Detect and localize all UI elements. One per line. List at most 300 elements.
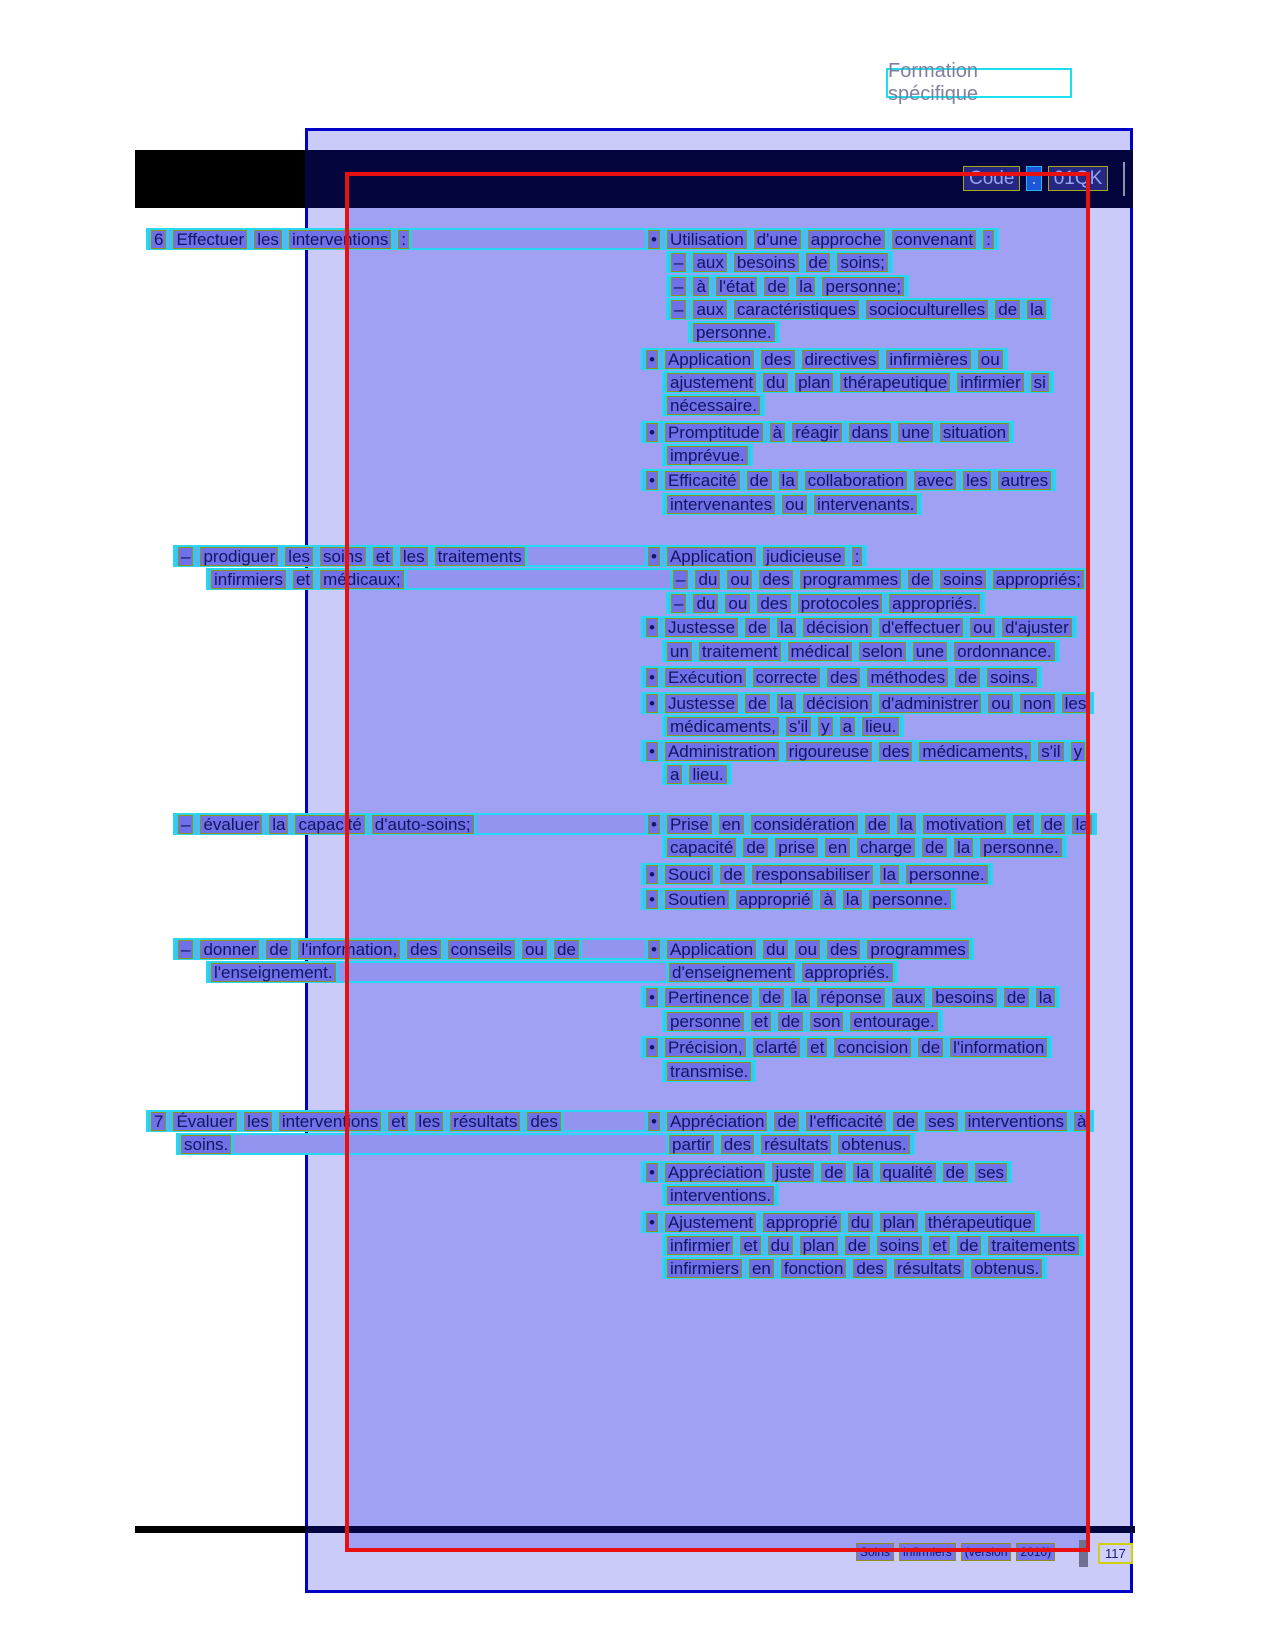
text-row [641,348,1008,370]
ocr-word: d'effectuer [879,618,964,637]
ocr-word: médicaments, [667,717,779,736]
text-row [666,251,893,273]
text-row [641,1161,1012,1183]
formation-specifique-label: Formation spécifique [888,60,979,105]
right-column-cell [673,570,1084,589]
ocr-word: et [373,547,393,566]
ocr-word: Application [665,350,754,369]
ocr-word: d'administrer [879,694,982,713]
right-column-cell [646,694,1089,713]
ocr-word: et [740,1236,760,1255]
ocr-word: capacité [295,815,364,834]
ocr-word: les [400,547,428,566]
ocr-word: rigoureuse [786,742,872,761]
right-column-cell [671,300,1046,319]
bullet-marker: • [648,815,660,834]
ocr-word: conseils [448,940,515,959]
right-column-cell [648,230,994,249]
right-column-cell [671,253,888,272]
ocr-word: partir [669,1135,714,1154]
ocr-word: Application [667,547,756,566]
ocr-word: et [751,1012,771,1031]
text-row [641,469,1056,491]
ocr-word: évaluer [200,815,262,834]
ocr-word: soins [320,547,366,566]
right-column-cell [667,396,760,415]
right-column-cell [646,1038,1047,1057]
ocr-word: les [415,1112,443,1131]
bullet-marker: • [648,547,660,566]
right-column-cell [667,717,899,736]
ocr-word: infirmier [667,1236,733,1255]
ocr-word: la [1027,300,1046,319]
right-column-cell [648,940,969,959]
bullet-marker: • [648,940,660,959]
ocr-word: infirmiers [667,1259,742,1278]
ocr-word: soins [877,1236,923,1255]
ocr-word: du [763,940,788,959]
right-column-cell [667,1236,1079,1255]
ocr-word: des [527,1112,560,1131]
ocr-word: protocoles [798,594,882,613]
footer-text [856,1543,1055,1561]
ocr-word: judicieuse [763,547,845,566]
ocr-word: les [244,1112,272,1131]
ocr-word: de [918,1038,943,1057]
ocr-word: la [777,618,796,637]
ocr-word: l'état [716,277,757,296]
ocr-word: son [810,1012,843,1031]
ocr-word: de [893,1112,918,1131]
text-row [662,836,1067,858]
ocr-word: : [852,547,863,566]
right-column-cell [667,1186,774,1205]
text-row [641,692,1094,714]
ocr-word: donner [200,940,259,959]
right-column-cell [646,350,1003,369]
ocr-word: ses [975,1163,1007,1182]
ocr-word: d'enseignement [669,963,795,982]
code-label: Code [963,166,1020,191]
text-row [176,1133,915,1155]
ocr-word: de [745,618,770,637]
ocr-word: responsabiliser [752,865,872,884]
ocr-word: y [1071,742,1086,761]
ocr-word: transmise. [667,1062,751,1081]
ocr-word: non [1020,694,1054,713]
ocr-word: la [853,1163,872,1182]
right-column-cell [667,1259,1042,1278]
ocr-word: médical [788,642,853,661]
ocr-word: autres [998,471,1051,490]
text-row [666,592,985,614]
ocr-word: thérapeutique [840,373,950,392]
ocr-word: Souci [665,865,714,884]
ocr-word: directives [802,350,880,369]
ocr-word: la [791,988,810,1007]
ocr-word: du [768,1236,793,1255]
ocr-word: a [667,765,682,784]
right-column-cell [667,446,748,465]
dash-marker: – [671,277,686,296]
ocr-word: à [1074,1112,1089,1131]
ocr-word: considération [751,815,858,834]
text-row [146,1110,1094,1132]
ocr-word: de [1041,815,1066,834]
ocr-word: Utilisation [667,230,747,249]
ocr-word: 7 [151,1112,166,1131]
ocr-word: si [1031,373,1049,392]
ocr-word: Soutien [665,890,729,909]
footer-word: Soins [856,1543,894,1561]
ocr-word: la [777,694,796,713]
ocr-word: la [1072,815,1091,834]
bullet-marker: • [646,988,658,1007]
ocr-word: Application [667,940,756,959]
ocr-word: Administration [665,742,779,761]
text-row [662,763,732,785]
ocr-word: charge [857,838,915,857]
right-column-cell [646,423,1009,442]
code-value: 01QK [1048,166,1109,191]
ocr-word: ses [925,1112,957,1131]
right-column-cell [646,1213,1035,1232]
right-column-cell [646,668,1037,687]
text-row [146,228,999,250]
text-row [206,961,898,983]
ocr-word: a [840,717,855,736]
ocr-word: de [720,865,745,884]
dash-marker: – [671,300,686,319]
ocr-word: imprévue. [667,446,748,465]
text-row [641,888,956,910]
ocr-word: clarté [753,1038,801,1057]
ocr-word: de [995,300,1020,319]
ocr-word: soins; [837,253,887,272]
ocr-word: de [821,1163,846,1182]
right-column-cell [667,838,1062,857]
dash-marker: – [178,940,193,959]
ocr-word: avec [914,471,956,490]
text-row [662,444,753,466]
ocr-word: 6 [151,230,166,249]
ocr-word: Effectuer [173,230,247,249]
ocr-word: qualité [880,1163,936,1182]
ocr-word: soins. [181,1135,231,1154]
bullet-marker: • [646,471,658,490]
ocr-word: collaboration [805,471,907,490]
text-row [641,1036,1052,1058]
ocr-word: Justesse [665,618,738,637]
ocr-word: ou [795,940,820,959]
ocr-word: traitements [435,547,525,566]
ocr-word: ou [988,694,1013,713]
left-column-cell [151,1112,641,1131]
right-column-cell [667,495,917,514]
ocr-word: résultats [894,1259,964,1278]
dash-marker: – [178,815,193,834]
dash-marker: – [178,547,193,566]
ocr-word: infirmiers [211,570,286,589]
ocr-word: d'une [754,230,801,249]
ocr-word: plan [880,1213,918,1232]
ocr-word: une [913,642,947,661]
ocr-word: de [1004,988,1029,1007]
ocr-word: des [759,570,792,589]
text-row [641,863,993,885]
text-row [662,371,1054,393]
text-row [641,421,1014,443]
ocr-word: nécessaire. [667,396,760,415]
right-column-cell [667,642,1055,661]
left-column-cell [211,570,666,589]
bullet-marker: • [646,668,658,687]
ocr-word: des [721,1135,754,1154]
ocr-word: de [908,570,933,589]
ocr-word: de [943,1163,968,1182]
right-column-cell [646,1163,1007,1182]
ocr-word: Justesse [665,694,738,713]
ocr-word: s'il [786,717,811,736]
ocr-word: à [693,277,708,296]
ocr-word: de [845,1236,870,1255]
ocr-word: personne [667,1012,744,1031]
ocr-word: prodiguer [200,547,278,566]
ocr-word: de [778,1012,803,1031]
text-row [662,1234,1084,1256]
dash-marker: – [671,594,686,613]
ocr-word: y [818,717,833,736]
ocr-word: approprié [763,1213,841,1232]
ocr-word: à [820,890,835,909]
left-column-cell [151,230,641,249]
ocr-word: Ajustement [665,1213,756,1232]
ocr-word: ou [978,350,1003,369]
ocr-word: personne. [693,323,775,342]
ocr-word: juste [772,1163,814,1182]
bullet-marker: • [646,423,658,442]
ocr-word: de [957,1236,982,1255]
ocr-word: Promptitude [665,423,763,442]
ocr-word: situation [940,423,1009,442]
footer-rule [135,1526,1135,1533]
ocr-word: interventions. [667,1186,774,1205]
dash-marker: – [673,570,688,589]
ocr-word: socioculturelles [866,300,988,319]
right-column-cell [667,765,727,784]
ocr-word: ou [727,570,752,589]
ocr-word: Appréciation [665,1163,766,1182]
bullet-marker: • [648,230,660,249]
ocr-word: correcte [753,668,820,687]
ocr-word: et [929,1236,949,1255]
bullet-marker: • [646,350,658,369]
ocr-word: la [880,865,899,884]
text-row [666,298,1051,320]
ocr-word: ordonnance. [954,642,1055,661]
text-row [641,666,1042,688]
right-column-cell [646,865,988,884]
ocr-word: traitements [988,1236,1078,1255]
ocr-word: de [745,694,770,713]
ocr-word: résultats [450,1112,520,1131]
ocr-word: programmes [800,570,901,589]
ocr-word: l'efficacité [806,1112,886,1131]
ocr-word: médicaux; [320,570,403,589]
text-row [173,545,867,567]
ocr-word: convenant [892,230,976,249]
ocr-word: en [749,1259,774,1278]
ocr-word: : [983,230,994,249]
text-row [641,1211,1040,1233]
ocr-word: des [407,940,440,959]
left-column-cell [211,963,662,982]
ocr-word: la [796,277,815,296]
ocr-word: un [667,642,692,661]
ocr-word: réagir [792,423,841,442]
text-row [662,493,922,515]
ocr-word: obtenus. [971,1259,1042,1278]
right-column-cell [646,618,1072,637]
ocr-word: thérapeutique [925,1213,1035,1232]
right-column-cell [669,1135,910,1154]
ocr-word: méthodes [867,668,948,687]
ocr-word: de [806,253,831,272]
ocr-word: soins [940,570,986,589]
ocr-word: concision [834,1038,911,1057]
text-row [641,986,1060,1008]
right-column-cell [667,373,1049,392]
ocr-word: à [770,423,785,442]
ocr-word: de [764,277,789,296]
ocr-word: du [848,1213,873,1232]
ocr-word: selon [859,642,906,661]
ocr-word: motivation [923,815,1006,834]
ocr-word: interventions [289,230,391,249]
text-row [662,394,765,416]
bullet-marker: • [646,890,658,909]
ocr-word: s'il [1038,742,1063,761]
ocr-word: du [695,570,720,589]
ocr-word: réponse [817,988,884,1007]
ocr-word: en [719,815,744,834]
ocr-word: les [1062,694,1090,713]
right-column-cell [693,323,775,342]
ocr-word: caractéristiques [734,300,859,319]
ocr-word: personne. [869,890,951,909]
right-column-cell [667,1012,938,1031]
ocr-word: de [554,940,579,959]
ocr-word: lieu. [689,765,726,784]
ocr-word: Évaluer [173,1112,237,1131]
bullet-marker: • [648,1112,660,1131]
right-column-cell [646,742,1085,761]
ocr-word: prise [775,838,818,857]
ocr-word: Efficacité [665,471,740,490]
footer-word: 2010) [1016,1543,1055,1561]
footer-marker [1079,1540,1088,1567]
ocr-word: obtenus. [838,1135,909,1154]
ocr-word: approche [808,230,885,249]
ocr-word: interventions [965,1112,1067,1131]
ocr-word: la [779,471,798,490]
ocr-word: la [897,815,916,834]
bullet-marker: • [646,618,658,637]
right-column-cell [648,1112,1089,1131]
ocr-word: fonction [781,1259,847,1278]
ocr-word: des [827,668,860,687]
text-row [662,1010,943,1032]
ocr-word: infirmières [886,350,970,369]
text-row [688,321,780,343]
ocr-word: soins. [987,668,1037,687]
footer-word: infirmiers [899,1543,956,1561]
ocr-word: de [922,838,947,857]
ocr-word: la [269,815,288,834]
ocr-word: approprié [736,890,814,909]
dash-marker: – [671,253,686,272]
ocr-word: appropriés. [889,594,980,613]
right-column-cell [646,890,951,909]
right-column-cell [646,471,1051,490]
left-column-cell [178,940,641,959]
ocr-word: traitement [699,642,781,661]
ocr-word: de [743,838,768,857]
ocr-word: programmes [867,940,968,959]
text-row [662,640,1060,662]
ocr-word: plan [795,373,833,392]
ocr-word: décision [803,618,871,637]
ocr-word: intervenants. [814,495,917,514]
ocr-word: du [763,373,788,392]
ocr-word: aux [892,988,925,1007]
ocr-word: ajustement [667,373,756,392]
bullet-marker: • [646,1163,658,1182]
ocr-word: des [853,1259,886,1278]
ocr-word: du [693,594,718,613]
ocr-word: personne; [822,277,904,296]
ocr-word: dans [849,423,892,442]
ocr-word: ou [782,495,807,514]
ocr-word: Précision, [665,1038,746,1057]
ocr-word: des [827,940,860,959]
ocr-word: d'auto-soins; [372,815,474,834]
ocr-word: la [843,890,862,909]
code-separator: : [1026,166,1041,191]
ocr-word: des [757,594,790,613]
ocr-word: appropriés; [993,570,1084,589]
text-row [641,740,1090,762]
text-row [662,1060,756,1082]
ocr-word: entourage. [850,1012,937,1031]
left-column-cell [178,547,641,566]
bullet-marker: • [646,1213,658,1232]
bullet-marker: • [646,742,658,761]
ocr-word: infirmier [957,373,1023,392]
left-column-cell [181,1135,662,1154]
text-row [641,616,1077,638]
bullet-marker: • [646,865,658,884]
page-number-badge: 117 [1098,1543,1133,1564]
ocr-word: interventions [279,1112,381,1131]
text-row [662,1257,1047,1279]
text-row [666,275,909,297]
ocr-word: en [825,838,850,857]
ocr-word: la [954,838,973,857]
ocr-word: ou [970,618,995,637]
ocr-word: Pertinence [665,988,752,1007]
ocr-word: décision [803,694,871,713]
